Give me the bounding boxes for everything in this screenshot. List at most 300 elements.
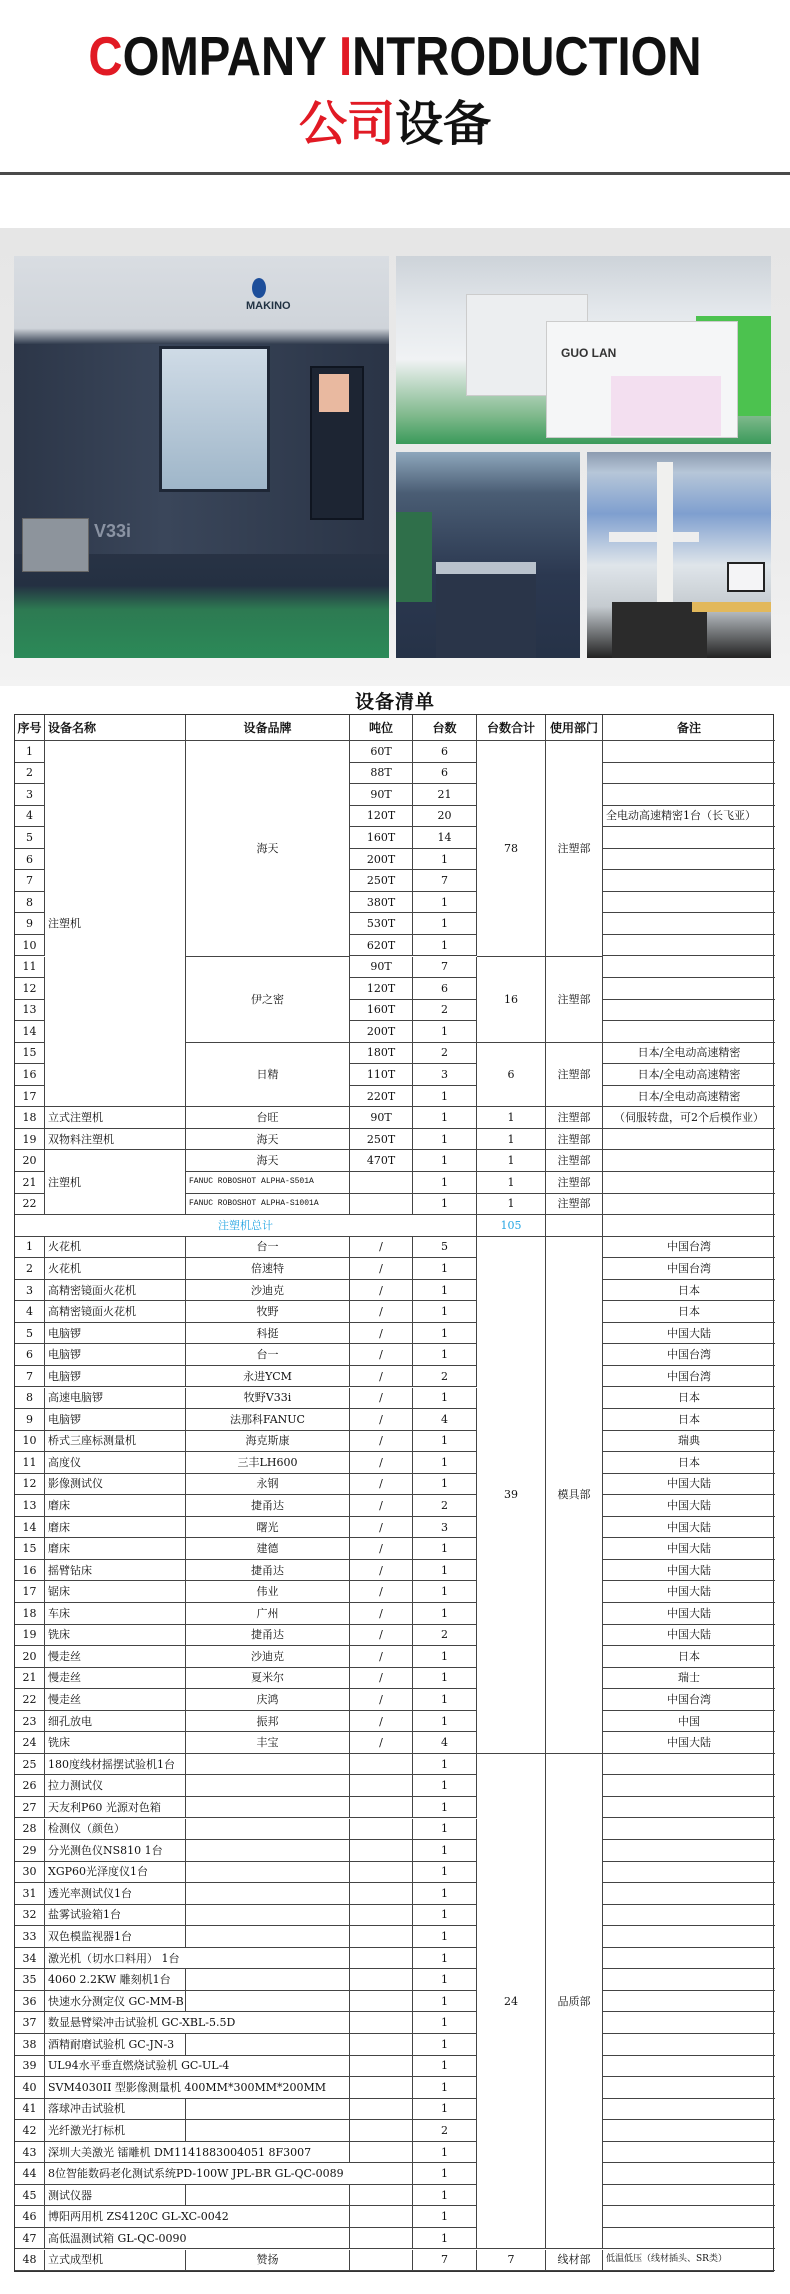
total-cell: 1 xyxy=(477,1150,546,1172)
count-cell: 1 xyxy=(413,1948,477,1970)
brand-cell xyxy=(186,1862,350,1884)
tonnage-cell: 110T xyxy=(350,1064,413,1086)
column-header: 使用部门 xyxy=(546,715,603,741)
row-number: 41 xyxy=(15,2099,45,2121)
department-cell: 注塑部 xyxy=(546,1172,603,1194)
row-number: 21 xyxy=(15,1172,45,1194)
brand-cell xyxy=(186,1905,350,1927)
title-english: COMPANY INTRODUCTION xyxy=(88,25,702,87)
count-cell: 1 xyxy=(413,1991,477,2013)
row-number: 4 xyxy=(15,806,45,828)
note-cell: （伺服转盘，可2个后模作业） xyxy=(603,1107,775,1129)
note-cell: 低温低压（线材插头、SR类） xyxy=(603,2250,775,2272)
note-cell xyxy=(603,1150,775,1172)
tonnage-cell: / xyxy=(350,1431,413,1453)
row-number: 48 xyxy=(15,2250,45,2272)
equipment-name-cell: 锯床 xyxy=(45,1581,186,1603)
equipment-name-cell: UL94水平垂直燃烧试验机 GC-UL-4 xyxy=(45,2056,350,2078)
count-cell: 2 xyxy=(413,1366,477,1388)
tonnage-cell: 160T xyxy=(350,827,413,849)
row-number: 25 xyxy=(15,1754,45,1776)
tonnage-cell: / xyxy=(350,1452,413,1474)
row-number: 42 xyxy=(15,2120,45,2142)
count-cell: 1 xyxy=(413,1323,477,1345)
brand-cell xyxy=(186,1819,350,1841)
count-cell: 1 xyxy=(413,1969,477,1991)
count-cell: 1 xyxy=(413,1474,477,1496)
brand-cell: 永进YCM xyxy=(186,1366,350,1388)
row-number: 20 xyxy=(15,1150,45,1172)
equipment-name-cell: 8位智能数码老化测试系统PD-100W JPL-BR GL-QC-0089 xyxy=(45,2163,413,2185)
note-cell: 中国大陆 xyxy=(603,1625,775,1647)
note-cell xyxy=(603,1926,775,1948)
tonnage-cell: 380T xyxy=(350,892,413,914)
note-cell xyxy=(603,2056,775,2078)
row-number: 24 xyxy=(15,1732,45,1754)
controller-box xyxy=(22,518,89,572)
count-cell: 2 xyxy=(413,2120,477,2142)
tonnage-cell xyxy=(350,1775,413,1797)
count-cell: 6 xyxy=(413,763,477,785)
tonnage-cell: / xyxy=(350,1668,413,1690)
brand-cell: 倍速特 xyxy=(186,1258,350,1280)
row-number: 2 xyxy=(15,1258,45,1280)
row-number: 22 xyxy=(15,1194,45,1216)
note-cell xyxy=(603,1883,775,1905)
note-cell xyxy=(603,935,775,957)
note-cell xyxy=(603,1754,775,1776)
row-number: 1 xyxy=(15,741,45,763)
row-number: 19 xyxy=(15,1625,45,1647)
equipment-name-cell: 电脑锣 xyxy=(45,1409,186,1431)
count-cell: 1 xyxy=(413,2228,477,2250)
note-cell xyxy=(603,849,775,871)
row-number: 12 xyxy=(15,978,45,1000)
note-cell: 瑞士 xyxy=(603,1668,775,1690)
equipment-name-cell: 慢走丝 xyxy=(45,1689,186,1711)
count-cell: 1 xyxy=(413,1150,477,1172)
count-cell: 1 xyxy=(413,2034,477,2056)
count-cell: 6 xyxy=(413,741,477,763)
tonnage-cell xyxy=(350,1754,413,1776)
tonnage-cell: 250T xyxy=(350,870,413,892)
row-number: 16 xyxy=(15,1560,45,1582)
row-number: 30 xyxy=(15,1862,45,1884)
tonnage-cell: / xyxy=(350,1711,413,1733)
brand-cell: 台一 xyxy=(186,1344,350,1366)
note-cell xyxy=(603,1129,775,1151)
department-cell: 注塑部 xyxy=(546,1107,603,1129)
tonnage-cell xyxy=(350,1926,413,1948)
count-cell: 1 xyxy=(413,1431,477,1453)
tonnage-cell: 530T xyxy=(350,913,413,935)
note-cell: 中国大陆 xyxy=(603,1495,775,1517)
count-cell: 1 xyxy=(413,1301,477,1323)
count-cell: 1 xyxy=(413,1862,477,1884)
note-cell: 中国台湾 xyxy=(603,1689,775,1711)
note-cell: 全电动高速精密1台（长飞亚） xyxy=(603,806,775,828)
count-cell: 1 xyxy=(413,2142,477,2164)
equipment-name-cell: 快速水分测定仪 GC-MM-B xyxy=(45,1991,186,2013)
row-number: 47 xyxy=(15,2228,45,2250)
column-header: 设备品牌 xyxy=(186,715,350,741)
equipment-name-cell: 盐雾试验箱1台 xyxy=(45,1905,186,1927)
brand-cell xyxy=(186,2185,350,2207)
row-number: 18 xyxy=(15,1603,45,1625)
tonnage-cell: / xyxy=(350,1474,413,1496)
tonnage-cell xyxy=(350,1905,413,1927)
brand-cell xyxy=(186,2099,350,2121)
column-header: 台数合计 xyxy=(477,715,546,741)
department-cell: 注塑部 xyxy=(546,1043,603,1108)
row-number: 32 xyxy=(15,1905,45,1927)
brand-cell xyxy=(186,2034,350,2056)
brand-cell: 夏米尔 xyxy=(186,1668,350,1690)
equipment-name-cell: 光纤激光打标机 xyxy=(45,2120,186,2142)
tonnage-cell: / xyxy=(350,1625,413,1647)
note-cell: 瑞典 xyxy=(603,1431,775,1453)
row-number: 13 xyxy=(15,1495,45,1517)
count-cell: 1 xyxy=(413,1021,477,1043)
count-cell: 1 xyxy=(413,1194,477,1216)
count-cell: 1 xyxy=(413,2185,477,2207)
equipment-name-cell: 高精密镜面火花机 xyxy=(45,1301,186,1323)
injection-total-value: 105 xyxy=(477,1215,546,1237)
note-cell xyxy=(603,1215,775,1237)
equipment-name-cell: SVM4030II 型影像测量机 400MM*300MM*200MM xyxy=(45,2077,350,2099)
tonnage-cell: / xyxy=(350,1538,413,1560)
total-cell: 1 xyxy=(477,1107,546,1129)
note-cell: 日本/全电动高速精密 xyxy=(603,1043,775,1065)
department-cell: 注塑部 xyxy=(546,1150,603,1172)
row-number: 10 xyxy=(15,1431,45,1453)
tonnage-cell: / xyxy=(350,1517,413,1539)
tonnage-cell: 200T xyxy=(350,1021,413,1043)
note-cell: 中国台湾 xyxy=(603,1237,775,1259)
tonnage-cell: 200T xyxy=(350,849,413,871)
tonnage-cell: / xyxy=(350,1344,413,1366)
brand-cell: 曙光 xyxy=(186,1517,350,1539)
note-cell xyxy=(603,2034,775,2056)
tonnage-cell xyxy=(350,2228,413,2250)
note-cell xyxy=(603,1000,775,1022)
photo-injection-molding-workshop xyxy=(396,256,771,444)
count-cell: 4 xyxy=(413,1732,477,1754)
brand-cell: FANUC ROBOSHOT ALPHA-S501A xyxy=(186,1172,350,1194)
equipment-name-cell: 注塑机 xyxy=(45,741,186,1107)
total-cell: 39 xyxy=(477,1237,546,1754)
lit-workstation xyxy=(611,376,721,436)
row-number: 37 xyxy=(15,2012,45,2034)
photo-coordinate-measuring-machine xyxy=(587,452,771,658)
count-cell: 1 xyxy=(413,1646,477,1668)
note-cell xyxy=(603,2206,775,2228)
count-cell: 1 xyxy=(413,2099,477,2121)
tonnage-cell xyxy=(350,1797,413,1819)
count-cell: 1 xyxy=(413,1581,477,1603)
row-number: 11 xyxy=(15,1452,45,1474)
equipment-name-cell: 磨床 xyxy=(45,1495,186,1517)
equipment-name-cell: 酒精耐磨试验机 GC-JN-3 xyxy=(45,2034,186,2056)
row-number: 10 xyxy=(15,935,45,957)
count-cell: 1 xyxy=(413,1689,477,1711)
tonnage-cell: / xyxy=(350,1581,413,1603)
tonnage-cell xyxy=(350,2099,413,2121)
brand-cell: FANUC ROBOSHOT ALPHA-S1001A xyxy=(186,1194,350,1216)
tonnage-cell xyxy=(350,1840,413,1862)
row-number: 7 xyxy=(15,870,45,892)
brand-cell: 伟业 xyxy=(186,1581,350,1603)
equipment-name-cell: 检测仪（颜色） xyxy=(45,1819,186,1841)
row-number: 5 xyxy=(15,827,45,849)
count-cell: 1 xyxy=(413,2206,477,2228)
row-number: 26 xyxy=(15,1775,45,1797)
column-header: 设备名称 xyxy=(45,715,186,741)
note-cell: 日本 xyxy=(603,1646,775,1668)
tonnage-cell xyxy=(350,1862,413,1884)
note-cell: 中国大陆 xyxy=(603,1538,775,1560)
brand-cell xyxy=(186,1775,350,1797)
brand-cell xyxy=(186,1840,350,1862)
equipment-name-cell: 电脑锣 xyxy=(45,1344,186,1366)
note-cell xyxy=(603,892,775,914)
injection-total-label: 注塑机总计 xyxy=(15,1215,477,1237)
row-number: 45 xyxy=(15,2185,45,2207)
count-cell: 2 xyxy=(413,1625,477,1647)
total-cell: 7 xyxy=(477,2250,546,2272)
row-number: 14 xyxy=(15,1021,45,1043)
row-number: 9 xyxy=(15,913,45,935)
brand-cell: 捷甬达 xyxy=(186,1495,350,1517)
tonnage-cell: 60T xyxy=(350,741,413,763)
brand-cell: 牧野 xyxy=(186,1301,350,1323)
equipment-photo-gallery xyxy=(0,228,790,686)
tonnage-cell xyxy=(350,1819,413,1841)
brand-cell: 庆鸿 xyxy=(186,1689,350,1711)
equipment-name-cell: 立式成型机 xyxy=(45,2250,186,2272)
equipment-name-cell: 高精密镜面火花机 xyxy=(45,1280,186,1302)
tonnage-cell xyxy=(350,1172,413,1194)
note-cell xyxy=(603,784,775,806)
tonnage-cell: 220T xyxy=(350,1086,413,1108)
tonnage-cell: / xyxy=(350,1603,413,1625)
row-number: 15 xyxy=(15,1043,45,1065)
row-number: 11 xyxy=(15,957,45,979)
note-cell xyxy=(603,1969,775,1991)
equipment-name-cell: 电脑锣 xyxy=(45,1323,186,1345)
brand-cell: 海天 xyxy=(186,741,350,957)
row-number: 19 xyxy=(15,1129,45,1151)
row-number: 39 xyxy=(15,2056,45,2078)
row-number: 20 xyxy=(15,1646,45,1668)
note-cell xyxy=(603,2120,775,2142)
equipment-name-cell: 高度仪 xyxy=(45,1452,186,1474)
row-number: 27 xyxy=(15,1797,45,1819)
tonnage-cell: 120T xyxy=(350,978,413,1000)
tonnage-cell: 250T xyxy=(350,1129,413,1151)
makino-logo-icon xyxy=(252,278,266,298)
row-number: 17 xyxy=(15,1581,45,1603)
department-cell: 注塑部 xyxy=(546,957,603,1043)
equipment-name-cell: 高低温测试箱 GL-QC-0090 xyxy=(45,2228,350,2250)
tonnage-cell: / xyxy=(350,1280,413,1302)
note-cell xyxy=(603,1775,775,1797)
desk xyxy=(692,602,771,612)
note-cell xyxy=(603,1797,775,1819)
note-cell: 日本 xyxy=(603,1452,775,1474)
note-cell: 中国台湾 xyxy=(603,1258,775,1280)
equipment-name-cell: 分光测色仪NS810 1台 xyxy=(45,1840,186,1862)
total-cell: 1 xyxy=(477,1194,546,1216)
total-cell: 1 xyxy=(477,1129,546,1151)
tonnage-cell: 120T xyxy=(350,806,413,828)
note-cell xyxy=(603,2163,775,2185)
photo-brand-label: GUO LAN xyxy=(561,346,617,360)
tonnage-cell: / xyxy=(350,1323,413,1345)
equipment-name-cell: 影像测试仪 xyxy=(45,1474,186,1496)
equipment-name-cell: 电脑锣 xyxy=(45,1366,186,1388)
count-cell: 1 xyxy=(413,1107,477,1129)
total-cell: 6 xyxy=(477,1043,546,1108)
tonnage-cell xyxy=(350,1883,413,1905)
count-cell: 1 xyxy=(413,1388,477,1410)
row-number: 35 xyxy=(15,1969,45,1991)
count-cell: 1 xyxy=(413,1668,477,1690)
note-cell xyxy=(603,870,775,892)
count-cell: 1 xyxy=(413,2056,477,2078)
note-cell xyxy=(603,1172,775,1194)
equipment-name-cell: 4060 2.2KW 雕刻机1台 xyxy=(45,1969,186,1991)
tonnage-cell xyxy=(350,1969,413,1991)
brand-cell: 广州 xyxy=(186,1603,350,1625)
tonnage-cell xyxy=(350,2034,413,2056)
equipment-table xyxy=(14,714,774,2272)
department-cell xyxy=(546,1215,603,1237)
count-cell: 1 xyxy=(413,1754,477,1776)
equipment-name-cell: 注塑机 xyxy=(45,1150,186,1215)
tonnage-cell: 180T xyxy=(350,1043,413,1065)
count-cell: 20 xyxy=(413,806,477,828)
row-number: 3 xyxy=(15,784,45,806)
equipment-name-cell: 火花机 xyxy=(45,1237,186,1259)
count-cell: 1 xyxy=(413,1560,477,1582)
count-cell: 6 xyxy=(413,978,477,1000)
note-cell xyxy=(603,763,775,785)
column-header: 序号 xyxy=(15,715,45,741)
tonnage-cell: 470T xyxy=(350,1150,413,1172)
count-cell: 1 xyxy=(413,1819,477,1841)
tonnage-cell: / xyxy=(350,1560,413,1582)
row-number: 29 xyxy=(15,1840,45,1862)
count-cell: 7 xyxy=(413,957,477,979)
brand-cell xyxy=(186,1991,350,2013)
total-cell: 16 xyxy=(477,957,546,1043)
note-cell: 日本 xyxy=(603,1280,775,1302)
tonnage-cell: / xyxy=(350,1388,413,1410)
row-number: 2 xyxy=(15,763,45,785)
total-cell: 78 xyxy=(477,741,546,957)
count-cell: 1 xyxy=(413,1086,477,1108)
equipment-name-cell: 铣床 xyxy=(45,1625,186,1647)
row-number: 9 xyxy=(15,1409,45,1431)
tonnage-cell: / xyxy=(350,1689,413,1711)
department-cell: 注塑部 xyxy=(546,741,603,957)
equipment-name-cell: 双物料注塑机 xyxy=(45,1129,186,1151)
row-number: 21 xyxy=(15,1668,45,1690)
row-number: 6 xyxy=(15,1344,45,1366)
column-header: 台数 xyxy=(413,715,477,741)
note-cell: 日本/全电动高速精密 xyxy=(603,1064,775,1086)
machine-window xyxy=(159,346,270,492)
note-cell: 中国大陆 xyxy=(603,1732,775,1754)
tonnage-cell: 90T xyxy=(350,957,413,979)
tonnage-cell xyxy=(350,2056,413,2078)
brand-cell xyxy=(186,1969,350,1991)
department-cell: 注塑部 xyxy=(546,1194,603,1216)
count-cell: 14 xyxy=(413,827,477,849)
equipment-name-cell: 天友利P60 光源对色箱 xyxy=(45,1797,186,1819)
count-cell: 1 xyxy=(413,2077,477,2099)
count-cell: 1 xyxy=(413,1258,477,1280)
brand-cell: 海天 xyxy=(186,1150,350,1172)
note-cell xyxy=(603,827,775,849)
equipment-name-cell: 摇臂钻床 xyxy=(45,1560,186,1582)
brand-cell: 永钢 xyxy=(186,1474,350,1496)
note-cell xyxy=(603,2077,775,2099)
brand-cell: 海克斯康 xyxy=(186,1431,350,1453)
note-cell xyxy=(603,1194,775,1216)
row-number: 8 xyxy=(15,1388,45,1410)
equipment-name-cell: 磨床 xyxy=(45,1517,186,1539)
equipment-name-cell: 高速电脑锣 xyxy=(45,1388,186,1410)
equipment-name-cell: XGP60光泽度仪1台 xyxy=(45,1862,186,1884)
note-cell xyxy=(603,2099,775,2121)
equipment-name-cell: 慢走丝 xyxy=(45,1668,186,1690)
tonnage-cell xyxy=(350,2185,413,2207)
edm-cabinet xyxy=(436,562,536,658)
note-cell: 中国大陆 xyxy=(603,1517,775,1539)
tonnage-cell: / xyxy=(350,1409,413,1431)
note-cell xyxy=(603,1840,775,1862)
tonnage-cell: / xyxy=(350,1732,413,1754)
brand-cell: 振邦 xyxy=(186,1711,350,1733)
equipment-name-cell: 拉力测试仪 xyxy=(45,1775,186,1797)
equipment-name-cell: 双色模监视器1台 xyxy=(45,1926,186,1948)
count-cell: 1 xyxy=(413,892,477,914)
count-cell: 1 xyxy=(413,1926,477,1948)
tonnage-cell: / xyxy=(350,1301,413,1323)
count-cell: 1 xyxy=(413,913,477,935)
tonnage-cell: 160T xyxy=(350,1000,413,1022)
count-cell: 1 xyxy=(413,2163,477,2185)
note-cell: 中国大陆 xyxy=(603,1560,775,1582)
row-number: 13 xyxy=(15,1000,45,1022)
row-number: 33 xyxy=(15,1926,45,1948)
row-number: 8 xyxy=(15,892,45,914)
brand-cell xyxy=(186,1797,350,1819)
row-number: 6 xyxy=(15,849,45,871)
total-cell: 1 xyxy=(477,1172,546,1194)
header-divider xyxy=(0,172,790,175)
note-cell: 日本 xyxy=(603,1409,775,1431)
tonnage-cell: 88T xyxy=(350,763,413,785)
row-number: 40 xyxy=(15,2077,45,2099)
count-cell: 1 xyxy=(413,1883,477,1905)
count-cell: 1 xyxy=(413,1280,477,1302)
tonnage-cell: / xyxy=(350,1646,413,1668)
note-cell xyxy=(603,957,775,979)
equipment-name-cell: 测试仪器 xyxy=(45,2185,186,2207)
